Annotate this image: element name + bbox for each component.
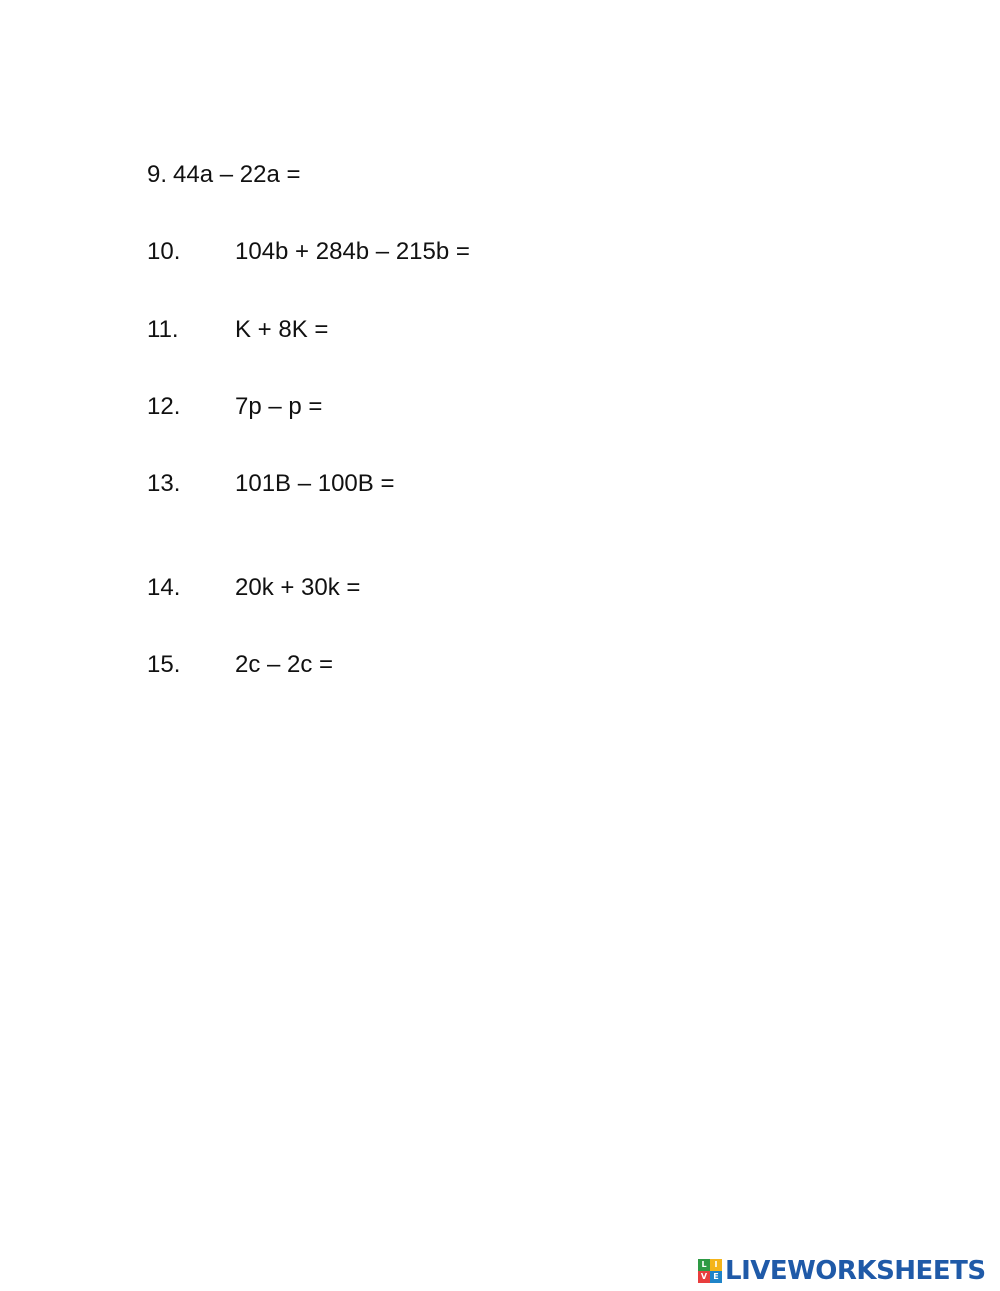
problem-number: 10. xyxy=(147,238,181,265)
problem-12 xyxy=(147,390,322,424)
problem-9 xyxy=(147,158,300,192)
problem-number: 9. xyxy=(147,161,168,188)
problem-number: 13. xyxy=(147,470,181,497)
problem-number: 14. xyxy=(147,574,181,601)
logo-tile-v: V xyxy=(698,1271,710,1283)
problem-11 xyxy=(147,313,328,347)
problem-13 xyxy=(147,467,394,501)
problem-expression: 2c – 2c = xyxy=(235,651,334,678)
problem-expression: 7p – p = xyxy=(235,393,323,420)
liveworksheets-brand xyxy=(698,1256,986,1286)
problem-15 xyxy=(147,648,333,682)
problem-10 xyxy=(147,235,470,269)
liveworksheets-logo-icon xyxy=(698,1259,722,1283)
problem-number: 12. xyxy=(147,393,181,420)
problem-expression: 20k + 30k = xyxy=(235,574,361,601)
problem-expression: 44a – 22a = xyxy=(173,161,301,188)
problem-14 xyxy=(147,571,360,605)
logo-tile-l: L xyxy=(698,1259,710,1271)
problem-expression: 104b + 284b – 215b = xyxy=(235,238,470,265)
problem-number: 11. xyxy=(147,316,179,343)
problem-expression: K + 8K = xyxy=(235,316,329,343)
logo-tile-e: E xyxy=(710,1271,722,1283)
brand-name: LIVEWORKSHEETS xyxy=(725,1256,986,1286)
problem-expression: 101B – 100B = xyxy=(235,470,395,497)
problem-number: 15. xyxy=(147,651,181,678)
logo-tile-i: I xyxy=(710,1259,722,1271)
